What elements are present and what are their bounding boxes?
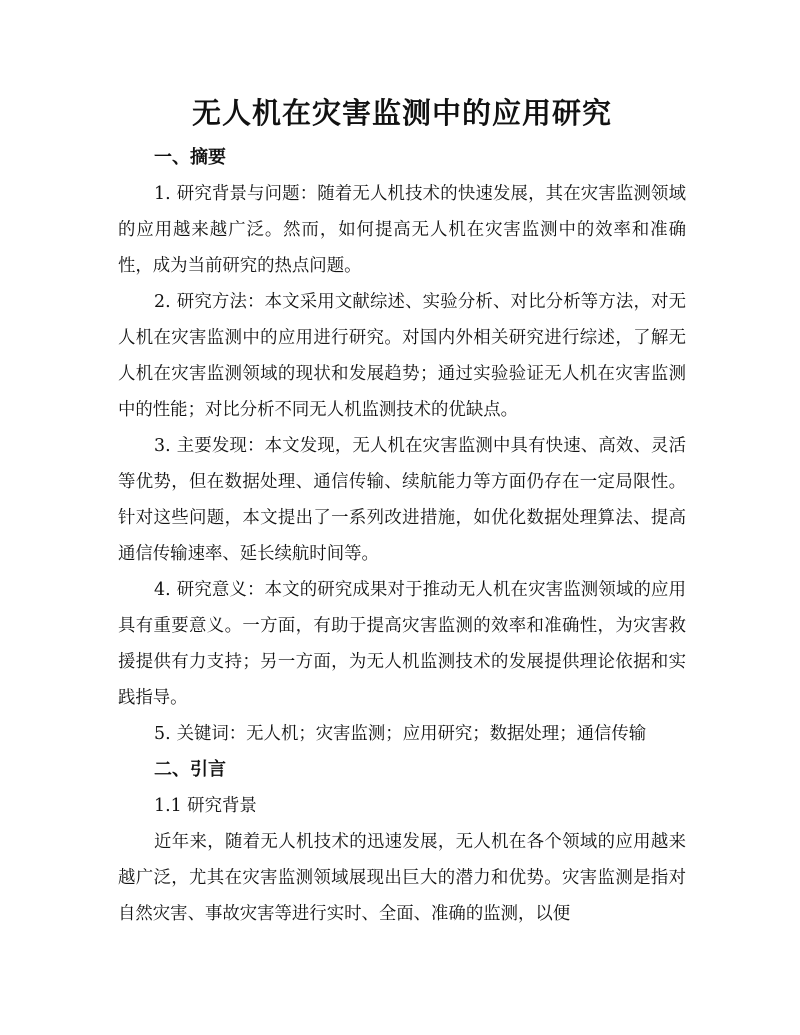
- abstract-item-1: [118, 176, 686, 284]
- intro-subheading: 1.1 研究背景: [154, 796, 257, 816]
- document-page: [118, 0, 686, 932]
- abstract-item-text: 研究方法：本文采用文献综述、实验分析、对比分析等方法，对无人机在灾害监测中的应用进行研究。对国内外相关研究进行综述，了解无人机在灾害监测领域的现状和发展趋势；通过实验验证无人机在灾害监测中的性能；对比分析不同无人机监测技术的优缺点。: [118, 292, 686, 420]
- intro-paragraph: 近年来，随着无人机技术的迅速发展，无人机在各个领域的应用越来越广泛，尤其在灾害监测领域展现出巨大的潜力和优势。灾害监测是指对自然灾害、事故灾害等进行实时、全面、准确的监测，以便: [118, 832, 686, 924]
- abstract-item-3: [118, 428, 686, 572]
- abstract-item-number: 3.: [154, 436, 171, 456]
- abstract-item-text: 主要发现：本文发现，无人机在灾害监测中具有快速、高效、灵活等优势，但在数据处理、通信传输、续航能力等方面仍存在一定局限性。针对这些问题，本文提出了一系列改进措施，如优化数据处理算法、提高通信传输速率、延长续航时间等。: [118, 436, 686, 564]
- abstract-item-number: 1.: [154, 184, 171, 204]
- abstract-item-2: [118, 284, 686, 428]
- abstract-heading: 一、摘要: [154, 147, 226, 168]
- abstract-item-number: 2.: [154, 292, 171, 312]
- abstract-item-number: 4.: [154, 580, 171, 600]
- abstract-item-5: [118, 716, 686, 752]
- abstract-item-text: 研究背景与问题：随着无人机技术的快速发展，其在灾害监测领域的应用越来越广泛。然而，如何提高无人机在灾害监测中的效率和准确性，成为当前研究的热点问题。: [118, 184, 686, 276]
- intro-heading: 二、引言: [154, 759, 226, 780]
- document-title: 无人机在灾害监测中的应用研究: [191, 96, 612, 130]
- abstract-item-text: 关键词：无人机；灾害监测；应用研究；数据处理；通信传输: [176, 724, 647, 744]
- abstract-item-text: 研究意义：本文的研究成果对于推动无人机在灾害监测领域的应用具有重要意义。一方面，有助于提高灾害监测的效率和准确性，为灾害救援提供有力支持；另一方面，为无人机监测技术的发展提供理论依据和实践指导。: [118, 580, 686, 708]
- abstract-item-4: [118, 572, 686, 716]
- abstract-item-number: 5.: [154, 724, 171, 744]
